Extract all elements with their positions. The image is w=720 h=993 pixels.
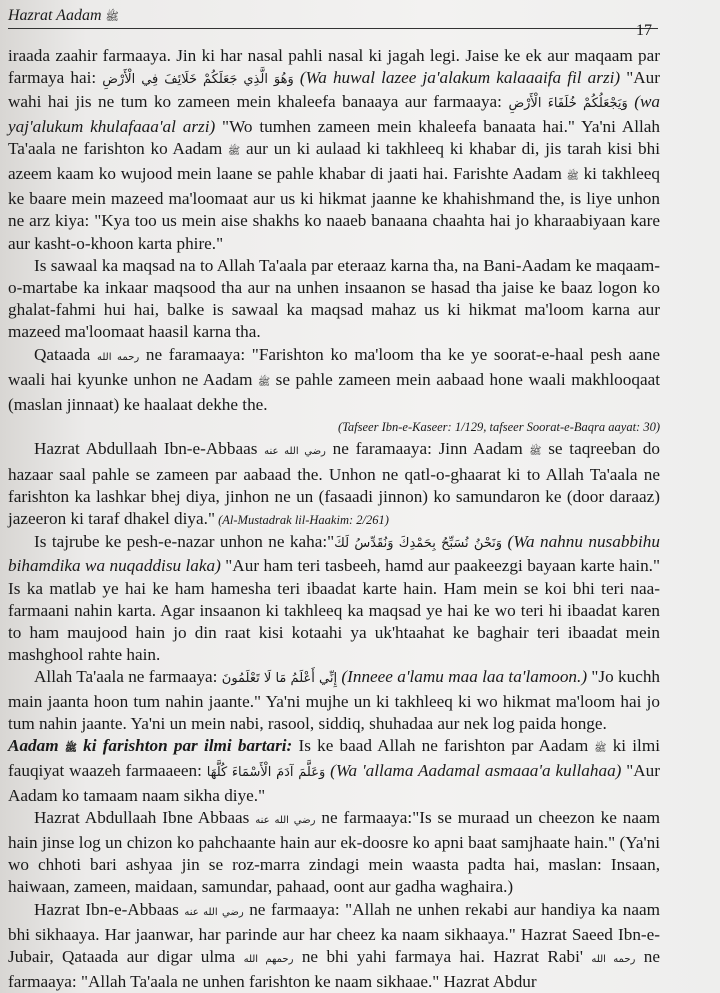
honorific-mark: رحمه الله [96,351,140,363]
text: Is tajrube ke pesh-e-nazar unhon ne kaha:" [34,532,335,552]
arabic-verse: وَيَجْعَلُكُمْ خُلَفَاءَ الْأَرْضِ [508,96,628,112]
paragraph-7 [8,735,660,807]
page-body [8,45,660,993]
transliteration: (Wa nahnu nusabbihu bihamdika wa nuqaddisu laka) [8,532,660,576]
section-heading [8,736,292,755]
text: ne farmaaya:"Is se muraad un cheezon ke naam hain jinse log un chizon ko pahchaante hain aur ek-doosre ko apni baat samjhaate hain." (Ya'ni wo chhoti bari ashyaa jin se roz-marra zindagi mein waasta padta hai, maslan: Insaan, haiwaan, zameen, maidaan, samundar, pahaad, oont aur gadha waghaira.) [8,807,660,897]
honorific-mark: رضي الله عنه [264,446,326,458]
paragraph-5 [8,531,660,666]
transliteration: (Inneee a'lamu maa laa ta'lamoon.) [337,667,588,687]
honorific-mark: ﷺ [64,743,77,755]
heading-text: ki farishton par ilmi bartari: [76,736,293,756]
paragraph-1 [8,45,660,255]
running-header [8,4,658,29]
text: ne farmaaya: "Allah Ta'aala ne unhen farishton ke naam sikhaae." Hazrat Abdur [8,946,660,992]
honorific-mark: رحمه الله [591,953,636,965]
honorific-mark: ﷺ [594,743,607,755]
transliteration: (Wa 'allama Aadamal asmaaa'a kullahaa) [325,761,622,781]
text: Hazrat Ibn-e-Abbaas [34,899,185,919]
arabic-verse: وَنَحْنُ نُسَبِّحُ بِحَمْدِكَ وَنُقَدِّسُ لَكَ [334,536,503,552]
text: iraada zaahir farmaaya. Jin ki har nasal pahli nasal ki jagah legi. Jaise ke ek aur maqaam par farmaya hai: [8,46,660,88]
honorific-mark: ﷺ [566,171,579,183]
honorific-mark: ﷺ [228,145,241,157]
heading-text: Aadam [8,736,65,756]
honorific-mark: رضي الله عنه [184,906,244,918]
transliteration: (wa yaj'alukum khulafaaa'al arzi) [8,92,661,136]
honorific-mark: رضي الله عنه [255,814,316,826]
text: "Aur ham teri tasbeeh, hamd aur paakeezgi bayaan karte hain." Is ka matlab ye hai ke ham hamesha teri ibaadat karte hain. Ham mein se koi bhi teri naa-farmaani nahin karta. Agar insaanon ki takhleeq ka maqsad ye hai ke wo teri hi ibaadat karen to ham maujood hain jo din raat kisi kotaahi ya uk'htaahat ke baghair teri ibaadat mein mashghool rahte hain. [8,556,661,665]
text: ki takhleeq ke baare mein mazeed ma'loomaat aur us ki hikmat jaanne ke khahishmand the, is liye unhon ne arz kiya: "Kya too us mein aise shakhs ko naaeb banaana chaahta hai jo kharaabiyaan kare aur kasht-o-khoon karta phire." [8,164,661,253]
honorific-mark: رحمهم الله [243,953,294,965]
reference-citation: (Tafseer Ibn-e-Kaseer: 1/129, tafseer Soorat-e-Baqra aayat: 30) [337,420,660,435]
text: Allah Ta'aala ne farmaaya: [34,667,222,687]
arabic-verse: وَهُوَ الَّذِي جَعَلَكُمْ خَلَائِفَ فِي الْأَرْضِ [102,72,294,88]
page-number: 17 [636,22,652,39]
text: se taqreeban do hazaar saal pahle se zameen par aabaad the. Unhon ne qatl-o-ghaarat ki to Allah Ta'aala ne farishton ka lashkar bhej diya, jinhon ne un (fasaadi jinnon) ko samundaron ke (door daraaz) jazeeron ki taraf dhakel diya." [8,439,660,529]
honorific-mark: ﷺ [258,376,271,388]
text: Hazrat Abdullaah Ibn-e-Abbaas [34,439,265,459]
paragraph-4 [8,438,660,531]
text: se pahle zameen mein aabaad hone waali makhlooqaat (maslan jinnaat) ke haalaat dekhe the. [8,369,660,415]
text: ne faramaaya: "Farishton ko ma'loom tha ke ye soorat-e-haal pesh aane waali hai kyunke unhon ne Aadam [8,344,660,389]
transliteration: (Wa huwal lazee ja'alakum kalaaaifa fil arzi) [293,68,621,88]
honorific-mark: ﷺ [529,446,542,458]
salutation-mark: ﷺ [105,11,119,23]
text: "Aur Aadam ko tamaam naam sikha diye." [8,761,660,805]
reference-citation: (Al-Mustadrak lil-Haakim: 2/261) [214,513,389,528]
text: ki ilmi fauqiyat waazeh farmaaeen: [8,736,660,781]
text: aur un ki aulaad ki takhleeq ki khabar di, jis tarah kisi bhi azeem kaam ko wujood mein laane se pahle khabar di jaati hai. Farishte Aadam [8,138,660,184]
text: Hazrat Abdullaah Ibne Abbaas [34,807,256,827]
text: ne faramaaya: Jinn Aadam [325,439,530,459]
arabic-verse: إِنِّي أَعْلَمُ مَا لَا تَعْلَمُونَ [221,671,338,687]
running-header-title: Hazrat Aadam [8,7,102,24]
paragraph-2: Is sawaal ka maqsad na to Allah Ta'aala par eteraaz karna tha, na Bani-Aadam ke maqaam-o-martabe ka inkaar maqsood tha aur na unhen insaanon se hasad tha jaise ke baaz logon ko ghalat-fahmi hui hai, balke is sawaal ka maqsad mahaz us ki hikmat ma'loom karna aur mazeed ma'loomaat haasil karna tha. [8,255,660,342]
arabic-verse: وَعَلَّمَ آدَمَ الْأَسْمَاءَ كُلَّهَا [206,765,326,781]
text: Qataada [34,344,97,364]
text: "Jo kuchh main jaanta hoon tum nahin jaante." Ya'ni mujhe un ki takhleeq ki wo hikmat ma'loom hai jo tum nahin jaante. Ya'ni un mein nabi, rasool, siddiq, shuhadaa aur nek log paida honge. [8,667,661,733]
paragraph-6 [8,666,660,735]
paragraph-9 [8,899,660,993]
text: "Aur wahi hai jis ne tum ko zameen mein khaleefa banaaya aur farmaaya: [8,68,660,112]
paragraph-8 [8,807,660,899]
text: ne farmaaya: "Allah ne unhen rekabi aur handiya ka naam bhi sikhaaya. Har jaanwar, har parinde aur har cheez ka naam sikhaaya." Hazrat Saeed Ibn-e-Jubair, Qataada aur digar ulma [8,899,660,966]
paragraph-3 [8,344,660,417]
text: "Wo tumhen zameen mein khaleefa banaata hai." Ya'ni Allah Ta'aala ne farishton ko Aadam [8,116,660,158]
text: ne bhi yahi farmaya hai. Hazrat Rabi' [293,946,592,966]
text: Is ke baad Allah ne farishton par Aadam [292,736,595,756]
